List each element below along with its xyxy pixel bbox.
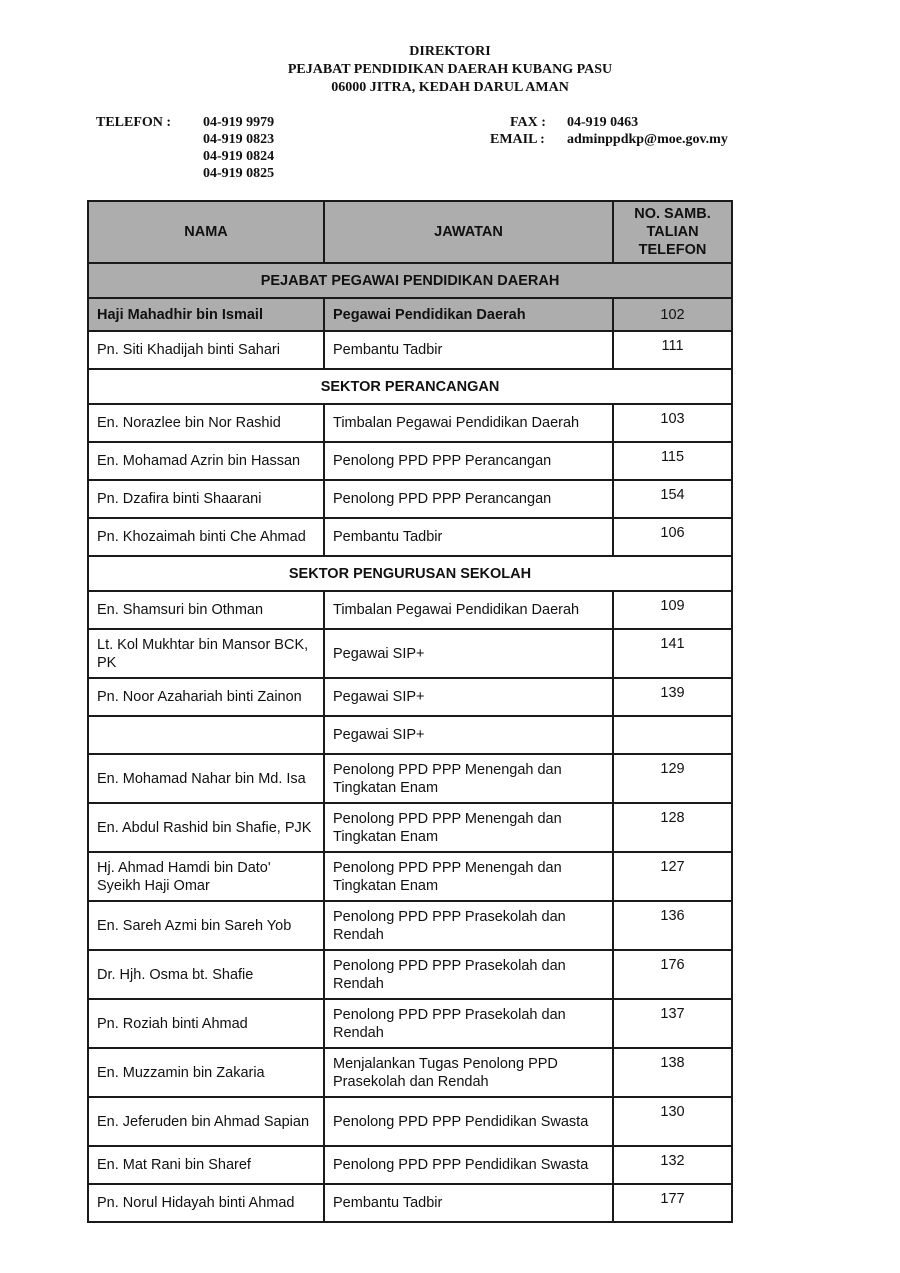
name-cell: En. Muzzamin bin Zakaria	[88, 1048, 324, 1097]
table-row	[88, 1097, 732, 1146]
telefon-number: 04-919 0823	[203, 132, 275, 147]
position-cell: Menjalankan Tugas Penolong PPD Prasekolah dan Rendah	[324, 1048, 613, 1097]
name-cell: En. Norazlee bin Nor Rashid	[88, 404, 324, 442]
extension-cell: 137	[613, 999, 732, 1048]
section-title: PEJABAT PEGAWAI PENDIDIKAN DAERAH	[88, 263, 732, 298]
extension-cell: 109	[613, 591, 732, 629]
name-cell: En. Mohamad Nahar bin Md. Isa	[88, 754, 324, 803]
table-row	[88, 591, 732, 629]
office-name: PEJABAT PENDIDIKAN DAERAH KUBANG PASU	[287, 62, 613, 77]
name-cell: Pn. Norul Hidayah binti Ahmad	[88, 1184, 324, 1222]
table-row	[88, 298, 732, 331]
table-row	[88, 803, 732, 852]
telefon-number: 04-919 9979	[203, 115, 275, 130]
fax-number: 04-919 0463	[567, 115, 639, 130]
office-address: 06000 JITRA, KEDAH DARUL AMAN	[331, 80, 569, 95]
table-row	[88, 1184, 732, 1222]
position-cell: Penolong PPD PPP Perancangan	[324, 442, 613, 480]
name-cell: Pn. Khozaimah binti Che Ahmad	[88, 518, 324, 556]
table-row	[88, 1048, 732, 1097]
position-cell: Penolong PPD PPP Perancangan	[324, 480, 613, 518]
table-row	[88, 999, 732, 1048]
table-row	[88, 901, 732, 950]
extension-cell: 129	[613, 754, 732, 803]
extension-cell	[613, 716, 732, 754]
name-cell: En. Shamsuri bin Othman	[88, 591, 324, 629]
extension-cell: 176	[613, 950, 732, 999]
table-row	[88, 852, 732, 901]
position-cell: Penolong PPD PPP Pendidikan Swasta	[324, 1146, 613, 1184]
position-cell: Penolong PPD PPP Pendidikan Swasta	[324, 1097, 613, 1146]
email-address[interactable]: adminppdkp@moe.gov.my	[567, 132, 728, 147]
position-cell: Pegawai SIP+	[324, 629, 613, 678]
section-title: SEKTOR PENGURUSAN SEKOLAH	[88, 556, 732, 591]
extension-cell: 136	[613, 901, 732, 950]
name-cell: Dr. Hjh. Osma bt. Shafie	[88, 950, 324, 999]
section-header-row	[88, 556, 732, 591]
position-cell: Timbalan Pegawai Pendidikan Daerah	[324, 591, 613, 629]
extension-cell: 127	[613, 852, 732, 901]
table-row	[88, 716, 732, 754]
extension-cell: 141	[613, 629, 732, 678]
email-label: EMAIL :	[490, 132, 545, 147]
position-cell: Pegawai Pendidikan Daerah	[324, 298, 613, 331]
section-header-row	[88, 369, 732, 404]
telefon-number: 04-919 0824	[203, 149, 275, 164]
table-row	[88, 518, 732, 556]
position-cell: Penolong PPD PPP Menengah dan Tingkatan Enam	[324, 852, 613, 901]
name-cell: Lt. Kol Mukhtar bin Mansor BCK, PK	[88, 629, 324, 678]
position-cell: Pegawai SIP+	[324, 678, 613, 716]
name-cell: Pn. Siti Khadijah binti Sahari	[88, 331, 324, 369]
position-cell: Penolong PPD PPP Prasekolah dan Rendah	[324, 950, 613, 999]
table-row	[88, 442, 732, 480]
extension-cell: 111	[613, 331, 732, 369]
extension-cell: 115	[613, 442, 732, 480]
fax-label: FAX :	[510, 115, 546, 130]
column-header-jawatan: JAWATAN	[324, 201, 613, 263]
table-row	[88, 331, 732, 369]
name-cell: En. Jeferuden bin Ahmad Sapian	[88, 1097, 324, 1146]
telefon-label: TELEFON :	[96, 115, 172, 130]
position-cell: Pembantu Tadbir	[324, 1184, 613, 1222]
extension-cell: 102	[613, 298, 732, 331]
table-row	[88, 950, 732, 999]
position-cell: Penolong PPD PPP Menengah dan Tingkatan Enam	[324, 754, 613, 803]
name-cell: En. Sareh Azmi bin Sareh Yob	[88, 901, 324, 950]
name-cell	[88, 716, 324, 754]
position-cell: Pegawai SIP+	[324, 716, 613, 754]
name-cell: Haji Mahadhir bin Ismail	[88, 298, 324, 331]
position-cell: Penolong PPD PPP Prasekolah dan Rendah	[324, 999, 613, 1048]
name-cell: En. Abdul Rashid bin Shafie, PJK	[88, 803, 324, 852]
table-row	[88, 754, 732, 803]
extension-cell: 106	[613, 518, 732, 556]
extension-cell: 177	[613, 1184, 732, 1222]
name-cell: En. Mohamad Azrin bin Hassan	[88, 442, 324, 480]
table-row	[88, 1146, 732, 1184]
position-cell: Timbalan Pegawai Pendidikan Daerah	[324, 404, 613, 442]
position-cell: Pembantu Tadbir	[324, 331, 613, 369]
name-cell: Hj. Ahmad Hamdi bin Dato' Syeikh Haji Omar	[88, 852, 324, 901]
name-cell: Pn. Noor Azahariah binti Zainon	[88, 678, 324, 716]
table-row	[88, 678, 732, 716]
table-header-row	[88, 201, 732, 263]
extension-cell: 132	[613, 1146, 732, 1184]
table-row	[88, 629, 732, 678]
section-header-row	[88, 263, 732, 298]
position-cell: Penolong PPD PPP Menengah dan Tingkatan Enam	[324, 803, 613, 852]
telefon-number: 04-919 0825	[203, 166, 275, 181]
directory-table	[87, 200, 733, 1223]
name-cell: En. Mat Rani bin Sharef	[88, 1146, 324, 1184]
table-row	[88, 480, 732, 518]
name-cell: Pn. Roziah binti Ahmad	[88, 999, 324, 1048]
position-cell: Pembantu Tadbir	[324, 518, 613, 556]
extension-cell: 154	[613, 480, 732, 518]
extension-cell: 103	[613, 404, 732, 442]
extension-cell: 130	[613, 1097, 732, 1146]
extension-cell: 138	[613, 1048, 732, 1097]
position-cell: Penolong PPD PPP Prasekolah dan Rendah	[324, 901, 613, 950]
column-header-nama: NAMA	[88, 201, 324, 263]
section-title: SEKTOR PERANCANGAN	[88, 369, 732, 404]
table-row	[88, 404, 732, 442]
column-header-ext: NO. SAMB. TALIAN TELEFON	[613, 201, 732, 263]
name-cell: Pn. Dzafira binti Shaarani	[88, 480, 324, 518]
extension-cell: 139	[613, 678, 732, 716]
directory-title: DIREKTORI	[409, 44, 491, 59]
extension-cell: 128	[613, 803, 732, 852]
